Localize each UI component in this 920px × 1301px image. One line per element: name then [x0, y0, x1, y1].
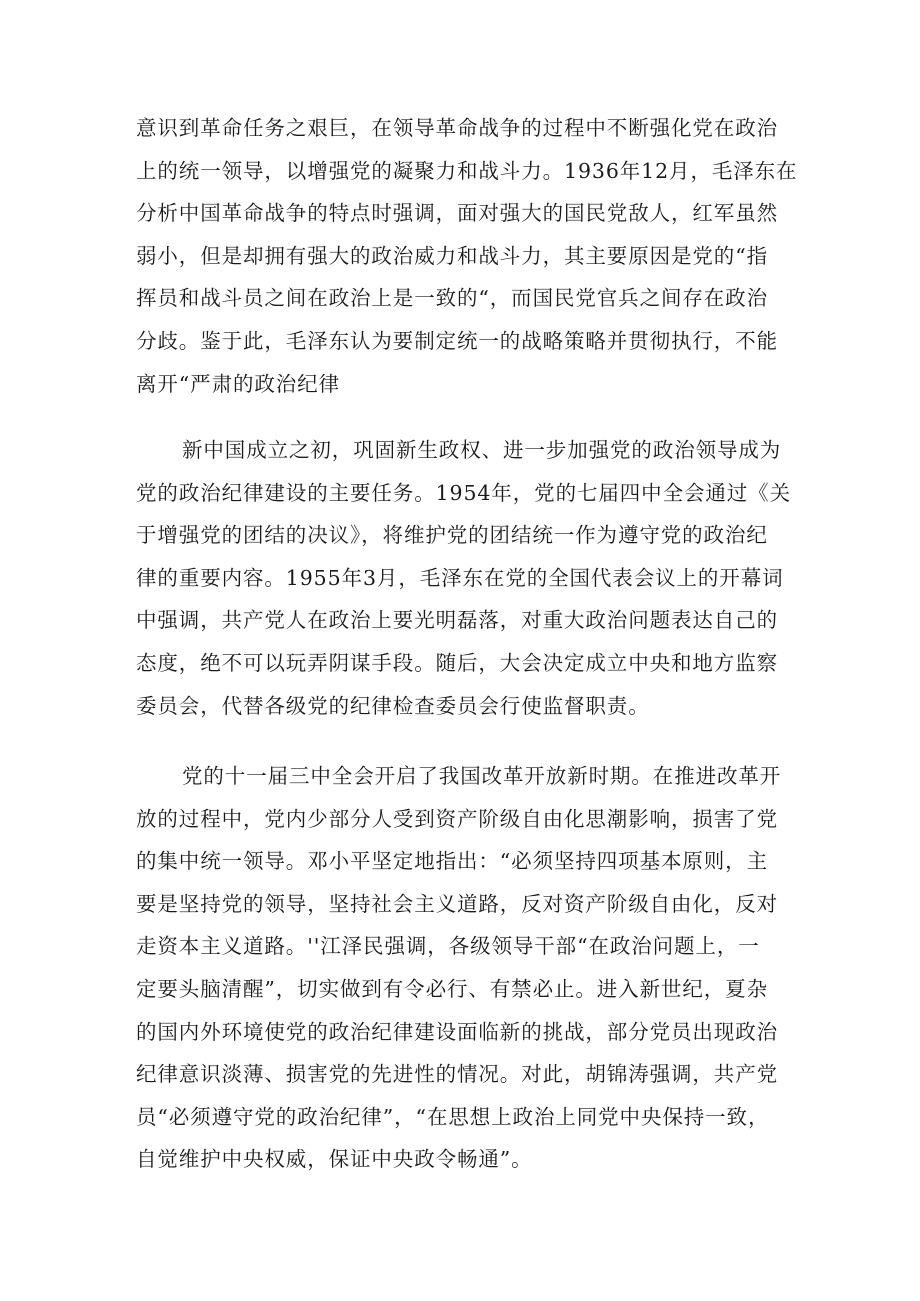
paragraph-3 [136, 755, 796, 1181]
paragraph-line: 态度，绝不可以玩弄阴谋手段。随后，大会决定成立中央和地方监察 [136, 650, 778, 675]
paragraph-line: 新中国成立之初，巩固新生政权、进一步加强党的政治领导成为 [182, 438, 782, 462]
paragraph-line: 离开“严肃的政治纪律 [136, 371, 340, 396]
paragraph-line: 纪律意识淡薄、损害党的先进性的情况。对此，胡锦涛强调，共产党 [136, 1062, 778, 1087]
paragraph-line: 定要头脑清醒”，切实做到有令必行、有禁必止。进入新世纪，夏杂 [136, 976, 768, 1001]
paragraph-line: 律的重要内容。1955年3月，毛泽东在党的全国代表会议上的开幕词 [136, 565, 784, 590]
paragraph-2 [136, 429, 796, 727]
paragraph-line: 分歧。鉴于此，毛泽东认为要制定统一的战略策略并贯彻执行，不能 [136, 328, 778, 353]
paragraph-line: 于增强党的团结的决议》，将维护党的团结统一作为遵守党的政治纪 [136, 523, 768, 548]
paragraph-line: 员“必须遵守党的政治纪律”，“在思想上政治上同党中央保持一致， [136, 1104, 770, 1129]
paragraph-line: 挥员和战斗员之间在政治上是一致的“，而国民党官兵之间存在政治 [136, 286, 768, 311]
paragraph-line: 的国内外环境使党的政治纪律建设面临新的挑战，部分党员出现政治 [136, 1019, 778, 1044]
paragraph-line: 意识到革命任务之艰巨，在领导革命战争的过程中不断强化党在政治 [136, 116, 778, 140]
paragraph-line: 弱小，但是却拥有强大的政治威力和战斗力，其主要原因是党的“指 [136, 243, 768, 268]
paragraph-line: 党的十一届三中全会开启了我国改革开放新时期。在推进改革开 [182, 764, 782, 788]
paragraph-line: 委员会，代替各级党的纪律检查委员会行使监督职责。 [136, 693, 650, 718]
paragraph-line: 分析中国革命战争的特点时强调，面对强大的国民党敌人，红军虽然 [136, 201, 778, 226]
paragraph-line: 中强调，共产党人在政治上要光明磊落，对重大政治问题表达自己的 [136, 608, 778, 633]
paragraph-line: 的集中统一领导。邓小平坚定地指出：“必须坚持四项基本原则，主 [136, 849, 768, 874]
paragraph-line: 放的过程中，党内少部分人受到资产阶级自由化思潮影响，损害了党 [136, 806, 778, 831]
paragraph-line: 要是坚持党的领导，坚持社会主义道路，反对资产阶级自由化，反对 [136, 891, 778, 916]
paragraph-line: 自觉维护中央权威，保证中央政令畅通”。 [136, 1147, 533, 1172]
paragraph-line: 上的统一领导，以增强党的凝聚力和战斗力。1936年12月，毛泽东在 [136, 158, 798, 183]
paragraph-line: 党的政治纪律建设的主要任务。1954年，党的七届四中全会通过《关 [136, 480, 791, 505]
paragraph-line: 走资本主义道路。''江泽民强调，各级领导干部“在政治问题上，一 [136, 934, 760, 959]
paragraph-1 [136, 107, 796, 405]
